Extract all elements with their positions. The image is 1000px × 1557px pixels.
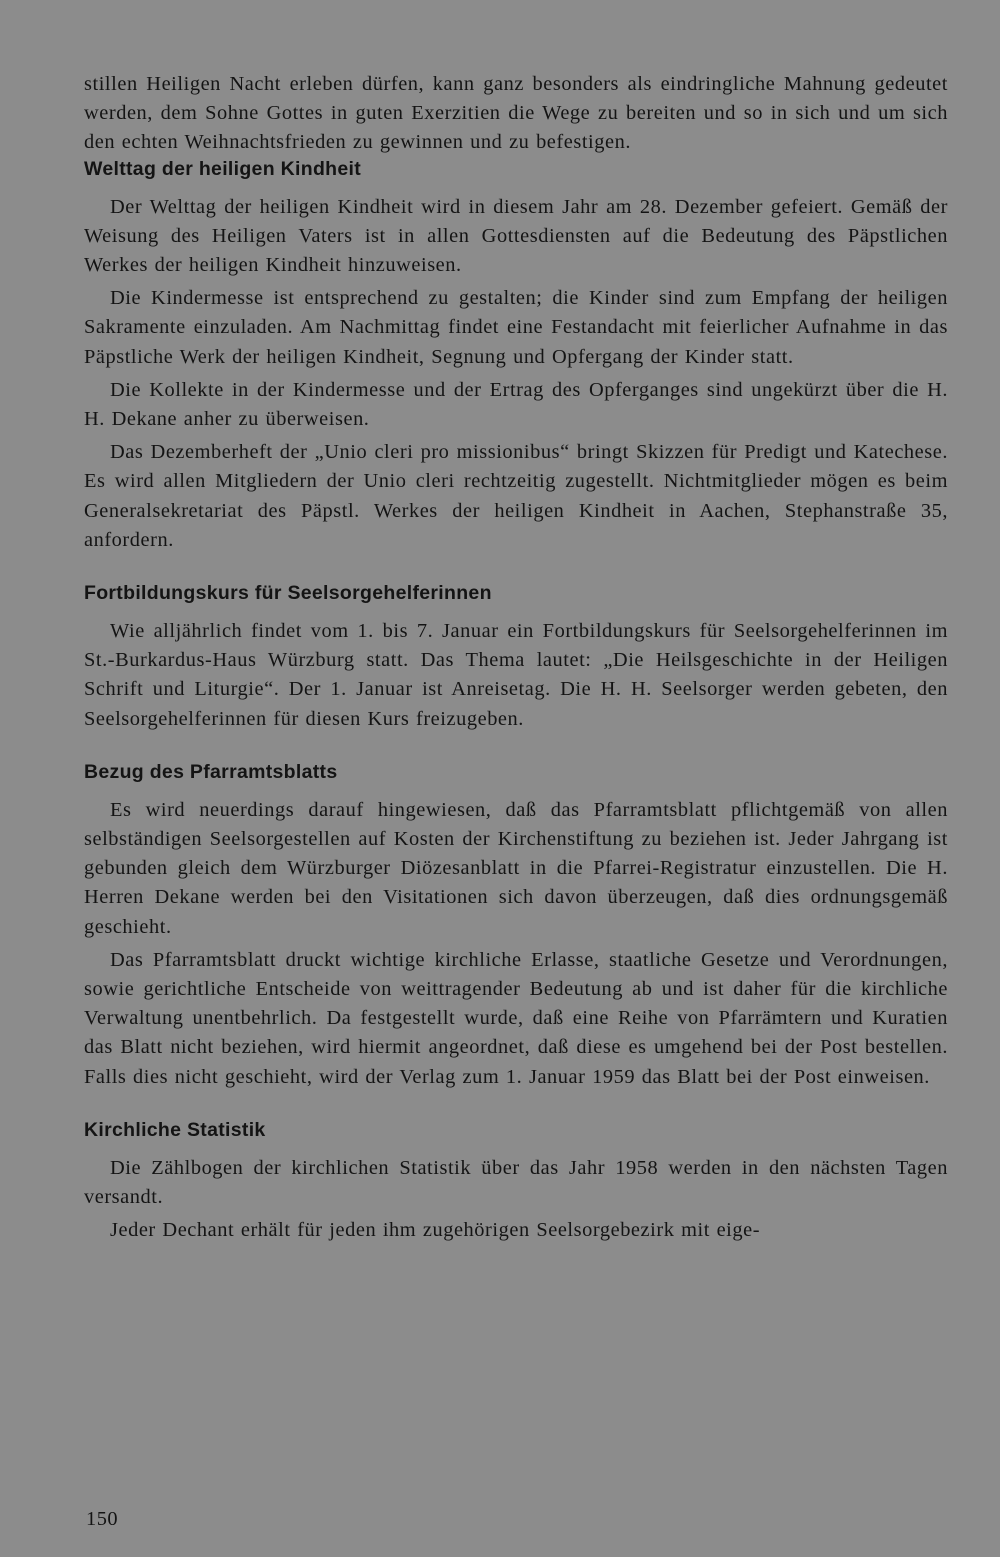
paragraph: Die Kollekte in der Kindermesse und der Ertrag des Opferganges sind ungekürzt über die H. H. Dekane anher zu überweisen. xyxy=(84,378,948,431)
paragraph: Es wird neuerdings darauf hingewiesen, daß das Pfarramtsblatt pflichtgemäß von allen selbständigen Seelsorgestellen auf Kosten der Kirchenstiftung zu beziehen ist. Jeder Jahrgang ist gebunden gleich dem Würzburger Diözesanblatt in die Pfarrei-Registratur einzustellen. Die H. Herren Dekane werden bei den Visitationen sich davon überzeugen, daß dies ordnungsgemäß geschieht. xyxy=(84,798,948,938)
section-heading: Kirchliche Statistik xyxy=(84,1118,266,1141)
section-welttag xyxy=(84,158,948,555)
paragraph: Jeder Dechant erhält für jeden ihm zugehörigen Seelsorgebezirk mit eige- xyxy=(110,1219,761,1242)
section-fortbildungskurs xyxy=(84,582,948,734)
section-statistik xyxy=(84,1119,948,1246)
paragraph: Das Pfarramtsblatt druckt wichtige kirchliche Erlasse, staatliche Gesetze und Verordnungen, sowie gerichtliche Entscheide von weittragender Bedeutung ab und ist daher für die kirchliche Verwaltung unentbehrlich. Da festgestellt wurde, daß eine Reihe von Pfarrämtern und Kuratien das Blatt nicht beziehen, wird hiermit angeordnet, daß diese es umgehend bei der Post bestellen. Falls dies nicht geschieht, wird der Verlag zum 1. Januar 1959 das Blatt bei der Post einweisen. xyxy=(84,948,948,1088)
paragraph: Wie alljährlich findet vom 1. bis 7. Januar ein Fortbildungskurs für Seelsorgehelferinnen im St.-Burkardus-Haus Würzburg statt. Das Thema lautet: „Die Heilsgeschichte in der Heiligen Schrift und Liturgie“. Der 1. Januar ist Anreisetag. Die H. H. Seelsorger werden gebeten, den Seelsorgehelferinnen für diesen Kurs freizugeben. xyxy=(84,620,948,730)
section-pfarramtsblatt xyxy=(84,761,948,1092)
intro-paragraph: stillen Heiligen Nacht erleben dürfen, kann ganz besonders als eindringliche Mahnung gedeutet werden, dem Sohne Gottes in guten Exerzitien die Wege zu bereiten und so in sich und um sich den echten Weihnachtsfrieden zu gewinnen und zu befestigen. xyxy=(84,73,948,154)
section-heading: Bezug des Pfarramtsblatts xyxy=(84,760,338,783)
section-heading: Fortbildungskurs für Seelsorgehelferinnen xyxy=(84,582,492,605)
page-number: 150 xyxy=(86,1508,119,1530)
paragraph: Die Zählbogen der kirchlichen Statistik über das Jahr 1958 werden in den nächsten Tagen versandt. xyxy=(84,1156,948,1209)
paragraph: Das Dezemberheft der „Unio cleri pro missionibus“ bringt Skizzen für Predigt und Katechese. Es wird allen Mitgliedern der Unio cleri rechtzeitig zugestellt. Nichtmitglieder mögen es beim Generalsekretariat des Päpstl. Werkes der heiligen Kindheit in Aachen, Stephanstraße 35, anfordern. xyxy=(84,441,948,551)
paragraph: Der Welttag der heiligen Kindheit wird in diesem Jahr am 28. Dezember gefeiert. Gemäß der Weisung des Heiligen Vaters ist in allen Gottesdiensten auf die Bedeutung des Päpstlichen Werkes der heiligen Kindheit hinzuweisen. xyxy=(84,195,948,277)
paragraph: Die Kindermesse ist entsprechend zu gestalten; die Kinder sind zum Empfang der heiligen Sakramente einzuladen. Am Nachmittag findet eine Festandacht mit feierlicher Aufnahme in das Päpstliche Werk der heiligen Kindheit, Segnung und Opfergang der Kinder statt. xyxy=(84,287,948,368)
section-heading: Welttag der heiligen Kindheit xyxy=(84,157,362,180)
